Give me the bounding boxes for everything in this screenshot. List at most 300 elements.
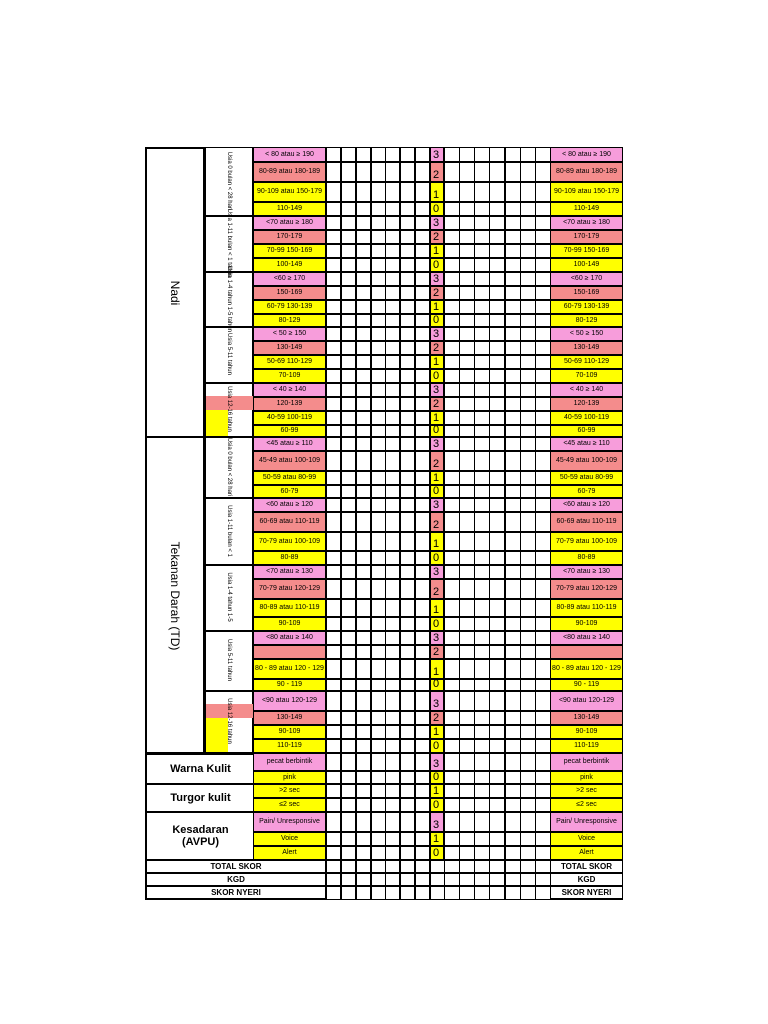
entry-cell	[459, 286, 475, 300]
entry-cell	[474, 383, 490, 397]
entry-cell	[535, 725, 551, 739]
entry-cell	[415, 355, 430, 369]
criteria-cell-right: 70-99 150-169	[550, 244, 623, 258]
entry-cell	[444, 314, 460, 327]
entry-cell	[444, 659, 460, 679]
entry-cell	[505, 411, 521, 425]
entry-cell	[520, 230, 536, 244]
entry-cell	[326, 739, 341, 753]
criteria-cell-left: 60-69 atau 110-119	[253, 512, 326, 532]
entry-cell	[444, 300, 460, 314]
entry-cell	[520, 162, 536, 182]
total-entry-cell	[444, 886, 460, 900]
entry-cell	[474, 679, 490, 691]
total-entry-cell	[474, 873, 490, 886]
entry-cell	[459, 244, 475, 258]
entry-cell	[474, 739, 490, 753]
entry-cell	[371, 244, 386, 258]
entry-cell	[459, 798, 475, 812]
entry-cell	[326, 355, 341, 369]
entry-cell	[535, 832, 551, 846]
entry-cell	[415, 659, 430, 679]
entry-cell	[371, 451, 386, 471]
total-entry-cell	[400, 886, 415, 900]
score-cell: 3	[430, 631, 444, 645]
entry-cell	[474, 147, 490, 162]
entry-cell	[505, 437, 521, 451]
entry-cell	[385, 411, 400, 425]
criteria-cell-right: 80-129	[550, 314, 623, 327]
entry-cell	[535, 411, 551, 425]
entry-cell	[474, 532, 490, 551]
total-entry-cell	[385, 860, 400, 873]
entry-cell	[505, 485, 521, 498]
criteria-cell-left	[253, 645, 326, 659]
entry-cell	[371, 258, 386, 272]
entry-cell	[459, 258, 475, 272]
total-entry-cell	[474, 886, 490, 900]
entry-cell	[415, 230, 430, 244]
entry-cell	[356, 784, 371, 798]
entry-cell	[535, 679, 551, 691]
entry-cell	[459, 512, 475, 532]
entry-cell	[489, 498, 505, 512]
score-cell: 0	[430, 739, 444, 753]
entry-cell	[474, 272, 490, 286]
entry-cell	[505, 216, 521, 230]
entry-cell	[326, 711, 341, 725]
total-entry-cell	[489, 860, 505, 873]
entry-cell	[520, 147, 536, 162]
entry-cell	[341, 631, 356, 645]
entry-cell	[341, 784, 356, 798]
criteria-cell-right: <80 atau ≥ 140	[550, 631, 623, 645]
entry-cell	[520, 832, 536, 846]
criteria-cell-right: < 40 ≥ 140	[550, 383, 623, 397]
entry-cell	[489, 812, 505, 832]
entry-cell	[489, 341, 505, 355]
entry-cell	[326, 471, 341, 485]
entry-cell	[444, 679, 460, 691]
entry-cell	[385, 739, 400, 753]
entry-cell	[385, 565, 400, 579]
total-entry-cell	[505, 873, 521, 886]
entry-cell	[444, 599, 460, 617]
entry-cell	[520, 691, 536, 711]
entry-cell	[341, 711, 356, 725]
score-cell: 2	[430, 645, 444, 659]
entry-cell	[415, 631, 430, 645]
age-group-label: Usia 1-4 tahun 1-5	[226, 572, 232, 622]
total-entry-cell	[489, 873, 505, 886]
entry-cell	[459, 711, 475, 725]
entry-cell	[356, 691, 371, 711]
entry-cell	[415, 437, 430, 451]
entry-cell	[385, 659, 400, 679]
entry-cell	[505, 314, 521, 327]
entry-cell	[535, 162, 551, 182]
entry-cell	[489, 739, 505, 753]
entry-cell	[371, 599, 386, 617]
criteria-cell-left: <70 atau ≥ 180	[253, 216, 326, 230]
label-kesadaran	[145, 812, 255, 860]
entry-cell	[474, 812, 490, 832]
entry-cell	[341, 753, 356, 771]
entry-cell	[356, 272, 371, 286]
entry-cell	[371, 397, 386, 411]
entry-cell	[489, 711, 505, 725]
entry-cell	[356, 725, 371, 739]
entry-cell	[415, 272, 430, 286]
entry-cell	[444, 498, 460, 512]
total-entry-cell	[415, 886, 430, 900]
entry-cell	[326, 182, 341, 202]
criteria-cell-left: <80 atau ≥ 140	[253, 631, 326, 645]
entry-cell	[385, 216, 400, 230]
entry-cell	[459, 599, 475, 617]
criteria-cell-right: < 80 atau ≥ 190	[550, 147, 623, 162]
total-entry-cell	[326, 873, 341, 886]
entry-cell	[356, 532, 371, 551]
entry-cell	[356, 659, 371, 679]
entry-cell	[371, 182, 386, 202]
entry-cell	[385, 551, 400, 565]
entry-cell	[371, 798, 386, 812]
entry-cell	[415, 314, 430, 327]
entry-cell	[400, 216, 415, 230]
entry-cell	[535, 798, 551, 812]
criteria-cell-right: Voice	[550, 832, 623, 846]
score-cell: 0	[430, 425, 444, 437]
score-cell: 3	[430, 437, 444, 451]
entry-cell	[520, 327, 536, 341]
entry-cell	[444, 725, 460, 739]
criteria-cell-left: 110-149	[253, 202, 326, 216]
entry-cell	[385, 512, 400, 532]
entry-cell	[400, 579, 415, 599]
entry-cell	[371, 691, 386, 711]
criteria-cell-left: < 50 ≥ 150	[253, 327, 326, 341]
entry-cell	[371, 812, 386, 832]
criteria-cell-left: 45-49 atau 100-109	[253, 451, 326, 471]
entry-cell	[415, 258, 430, 272]
criteria-cell-right: <60 ≥ 170	[550, 272, 623, 286]
entry-cell	[371, 216, 386, 230]
entry-cell	[489, 314, 505, 327]
entry-cell	[535, 753, 551, 771]
entry-cell	[400, 565, 415, 579]
entry-cell	[459, 314, 475, 327]
entry-cell	[326, 771, 341, 784]
entry-cell	[474, 599, 490, 617]
entry-cell	[341, 579, 356, 599]
total-entry-cell	[326, 860, 341, 873]
criteria-cell-right: 150-169	[550, 286, 623, 300]
entry-cell	[474, 244, 490, 258]
entry-cell	[326, 300, 341, 314]
entry-cell	[505, 327, 521, 341]
entry-cell	[474, 230, 490, 244]
entry-cell	[505, 565, 521, 579]
entry-cell	[415, 846, 430, 860]
entry-cell	[459, 739, 475, 753]
entry-cell	[356, 771, 371, 784]
entry-cell	[341, 300, 356, 314]
total-entry-cell	[341, 860, 356, 873]
criteria-cell-left: >2 sec	[253, 784, 326, 798]
entry-cell	[489, 753, 505, 771]
entry-cell	[520, 532, 536, 551]
entry-cell	[326, 425, 341, 437]
entry-cell	[341, 355, 356, 369]
entry-cell	[505, 230, 521, 244]
entry-cell	[371, 579, 386, 599]
entry-cell	[400, 599, 415, 617]
criteria-cell-left: 130-149	[253, 711, 326, 725]
entry-cell	[400, 725, 415, 739]
total-label-right: KGD	[550, 873, 623, 886]
criteria-cell-right: <60 atau ≥ 120	[550, 498, 623, 512]
entry-cell	[535, 784, 551, 798]
entry-cell	[505, 162, 521, 182]
entry-cell	[326, 753, 341, 771]
entry-cell	[371, 512, 386, 532]
entry-cell	[415, 565, 430, 579]
entry-cell	[326, 659, 341, 679]
entry-cell	[415, 798, 430, 812]
entry-cell	[489, 437, 505, 451]
entry-cell	[400, 272, 415, 286]
entry-cell	[326, 411, 341, 425]
score-cell: 1	[430, 784, 444, 798]
entry-cell	[505, 679, 521, 691]
entry-cell	[385, 846, 400, 860]
entry-cell	[400, 498, 415, 512]
entry-cell	[326, 512, 341, 532]
entry-cell	[459, 383, 475, 397]
entry-cell	[474, 725, 490, 739]
entry-cell	[520, 798, 536, 812]
entry-cell	[474, 579, 490, 599]
entry-cell	[474, 711, 490, 725]
entry-cell	[474, 771, 490, 784]
entry-cell	[535, 216, 551, 230]
entry-cell	[474, 512, 490, 532]
entry-cell	[489, 451, 505, 471]
criteria-cell-left: Pain/ Unresponsive	[253, 812, 326, 832]
entry-cell	[356, 485, 371, 498]
entry-cell	[444, 147, 460, 162]
criteria-cell-right: 60-79 130-139	[550, 300, 623, 314]
entry-cell	[444, 739, 460, 753]
total-entry-cell	[371, 860, 386, 873]
score-cell: 2	[430, 162, 444, 182]
entry-cell	[459, 725, 475, 739]
criteria-cell-right: Alert	[550, 846, 623, 860]
entry-cell	[385, 599, 400, 617]
entry-cell	[474, 753, 490, 771]
entry-cell	[326, 812, 341, 832]
entry-cell	[535, 397, 551, 411]
score-cell: 1	[430, 471, 444, 485]
total-entry-cell	[326, 886, 341, 900]
entry-cell	[505, 355, 521, 369]
entry-cell	[459, 485, 475, 498]
entry-cell	[371, 771, 386, 784]
score-cell: 0	[430, 369, 444, 383]
entry-cell	[444, 753, 460, 771]
entry-cell	[385, 485, 400, 498]
criteria-cell-left: 80-129	[253, 314, 326, 327]
entry-cell	[400, 162, 415, 182]
criteria-cell-left: <60 atau ≥ 120	[253, 498, 326, 512]
entry-cell	[459, 411, 475, 425]
entry-cell	[505, 383, 521, 397]
entry-cell	[356, 300, 371, 314]
entry-cell	[371, 202, 386, 216]
entry-cell	[326, 679, 341, 691]
entry-cell	[371, 645, 386, 659]
entry-cell	[400, 739, 415, 753]
entry-cell	[520, 300, 536, 314]
entry-cell	[326, 244, 341, 258]
entry-cell	[356, 471, 371, 485]
entry-cell	[356, 512, 371, 532]
criteria-cell-right: 50-69 110-129	[550, 355, 623, 369]
score-cell: 3	[430, 327, 444, 341]
entry-cell	[326, 579, 341, 599]
entry-cell	[520, 631, 536, 645]
entry-cell	[400, 451, 415, 471]
entry-cell	[444, 645, 460, 659]
entry-cell	[474, 369, 490, 383]
criteria-cell-left: <60 ≥ 170	[253, 272, 326, 286]
score-cell: 2	[430, 341, 444, 355]
age-group-label: Usia 1-11 bulan < 1	[226, 504, 232, 557]
entry-cell	[400, 832, 415, 846]
entry-cell	[444, 512, 460, 532]
entry-cell	[341, 411, 356, 425]
entry-cell	[535, 244, 551, 258]
entry-cell	[385, 425, 400, 437]
entry-cell	[459, 341, 475, 355]
entry-cell	[415, 327, 430, 341]
entry-cell	[341, 617, 356, 631]
entry-cell	[520, 202, 536, 216]
criteria-cell-left: 40-59 100-119	[253, 411, 326, 425]
entry-cell	[520, 272, 536, 286]
entry-cell	[371, 631, 386, 645]
entry-cell	[415, 691, 430, 711]
entry-cell	[385, 579, 400, 599]
entry-cell	[459, 327, 475, 341]
criteria-cell-left: < 80 atau ≥ 190	[253, 147, 326, 162]
entry-cell	[489, 147, 505, 162]
entry-cell	[326, 451, 341, 471]
criteria-cell-right: 170-179	[550, 230, 623, 244]
total-entry-cell	[459, 886, 475, 900]
entry-cell	[444, 784, 460, 798]
entry-cell	[356, 645, 371, 659]
score-cell: 0	[430, 771, 444, 784]
criteria-cell-left: <45 atau ≥ 110	[253, 437, 326, 451]
criteria-cell-right: ≤2 sec	[550, 798, 623, 812]
entry-cell	[356, 551, 371, 565]
score-cell: 0	[430, 202, 444, 216]
entry-cell	[535, 272, 551, 286]
total-entry-cell	[430, 860, 445, 873]
entry-cell	[415, 812, 430, 832]
entry-cell	[371, 739, 386, 753]
entry-cell	[356, 355, 371, 369]
entry-cell	[505, 739, 521, 753]
entry-cell	[505, 425, 521, 437]
total-label-left: SKOR NYERI	[145, 886, 326, 900]
total-entry-cell	[444, 860, 460, 873]
entry-cell	[356, 244, 371, 258]
entry-cell	[415, 425, 430, 437]
total-entry-cell	[535, 873, 551, 886]
criteria-cell-right: 80-89	[550, 551, 623, 565]
entry-cell	[444, 286, 460, 300]
entry-cell	[505, 645, 521, 659]
criteria-cell-left: 150-169	[253, 286, 326, 300]
total-entry-cell	[444, 873, 460, 886]
entry-cell	[444, 617, 460, 631]
entry-cell	[474, 437, 490, 451]
criteria-cell-left: 90-109	[253, 617, 326, 631]
entry-cell	[371, 147, 386, 162]
entry-cell	[489, 846, 505, 860]
entry-cell	[371, 725, 386, 739]
entry-cell	[474, 551, 490, 565]
criteria-cell-right: 120-139	[550, 397, 623, 411]
entry-cell	[535, 711, 551, 725]
score-cell: 2	[430, 451, 444, 471]
entry-cell	[356, 182, 371, 202]
entry-cell	[505, 471, 521, 485]
entry-cell	[341, 341, 356, 355]
entry-cell	[415, 679, 430, 691]
entry-cell	[505, 579, 521, 599]
entry-cell	[341, 383, 356, 397]
score-cell: 0	[430, 551, 444, 565]
criteria-cell-right: 70-109	[550, 369, 623, 383]
entry-cell	[400, 471, 415, 485]
entry-cell	[371, 383, 386, 397]
entry-cell	[326, 216, 341, 230]
criteria-cell-right: < 50 ≥ 150	[550, 327, 623, 341]
entry-cell	[415, 369, 430, 383]
entry-cell	[444, 425, 460, 437]
entry-cell	[326, 272, 341, 286]
entry-cell	[371, 369, 386, 383]
entry-cell	[385, 355, 400, 369]
criteria-cell-left: 80-89	[253, 551, 326, 565]
total-entry-cell	[505, 886, 521, 900]
entry-cell	[535, 341, 551, 355]
total-entry-cell	[341, 886, 356, 900]
entry-cell	[341, 485, 356, 498]
criteria-cell-right	[550, 645, 623, 659]
entry-cell	[520, 812, 536, 832]
entry-cell	[489, 182, 505, 202]
criteria-cell-right: 80-89 atau 180-189	[550, 162, 623, 182]
entry-cell	[489, 565, 505, 579]
entry-cell	[400, 512, 415, 532]
entry-cell	[505, 631, 521, 645]
criteria-cell-left: 60-99	[253, 425, 326, 437]
